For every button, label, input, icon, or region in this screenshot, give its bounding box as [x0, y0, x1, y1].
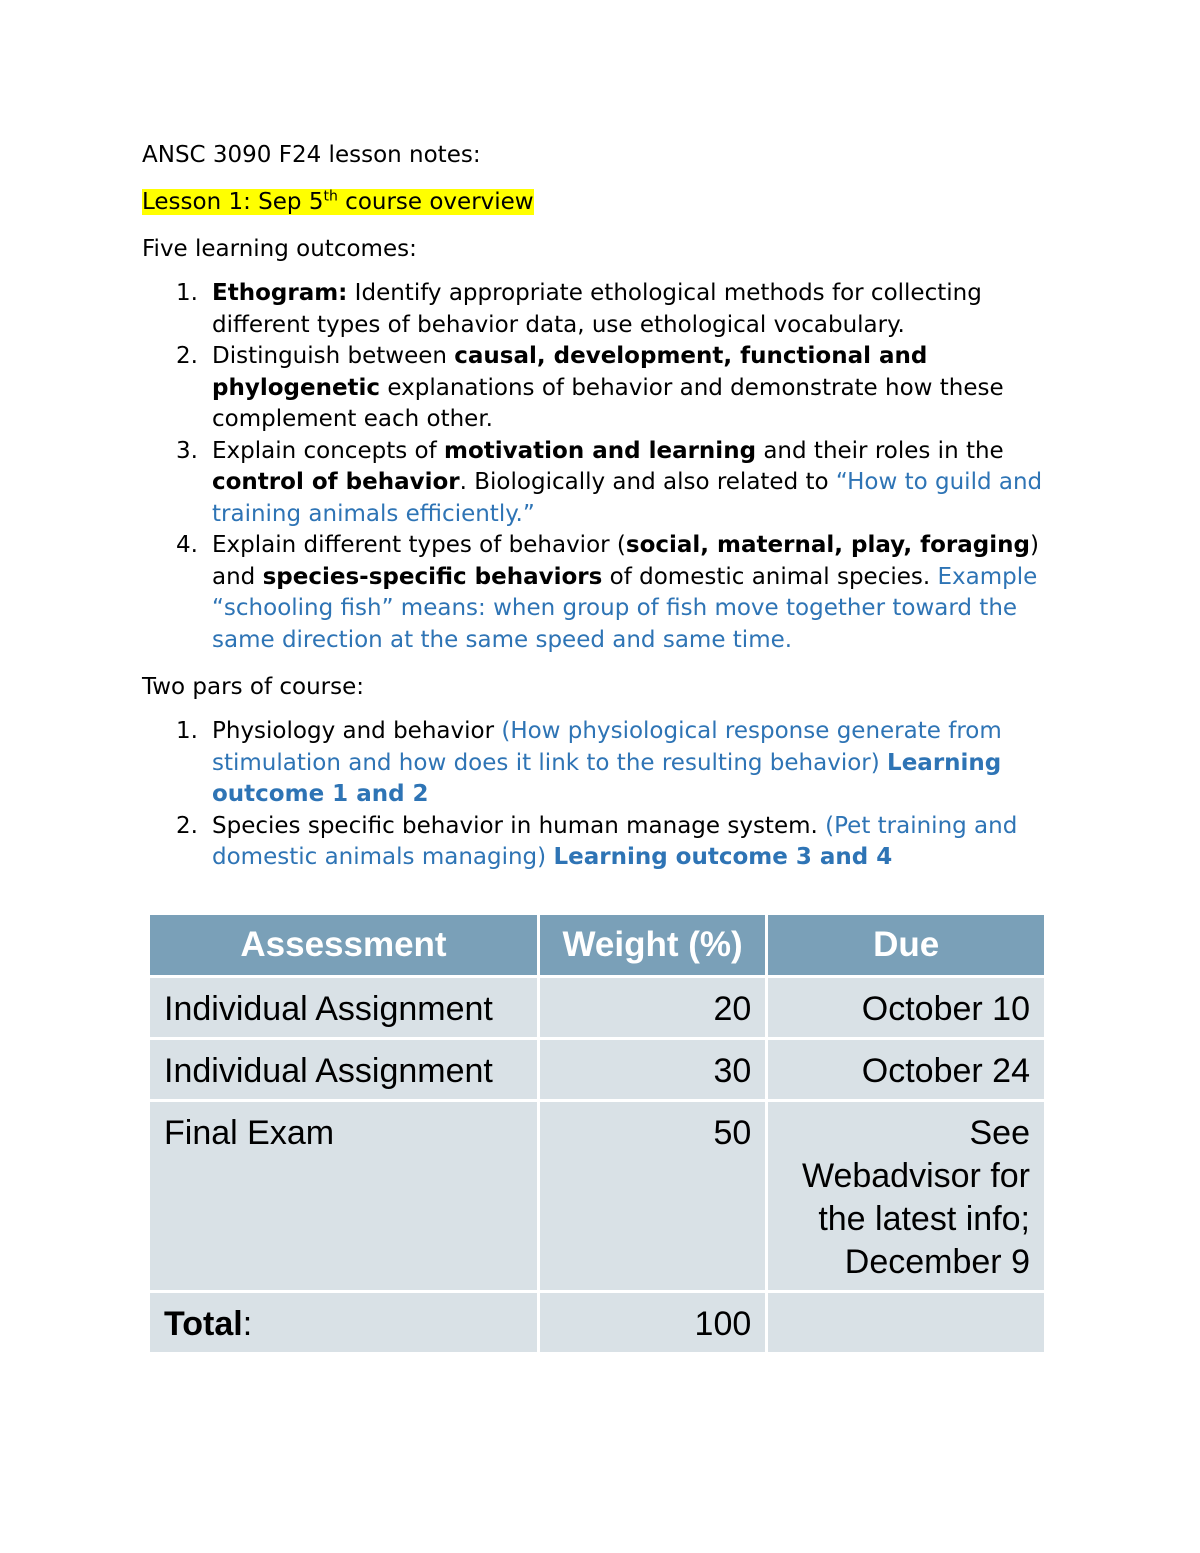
cell-due: October 24: [767, 1039, 1046, 1101]
lesson-topic: course overview: [337, 189, 534, 215]
outcome-text: ) and: [212, 532, 1039, 590]
outcome-bold: causal, development, functional and phylogenetic: [212, 343, 928, 401]
table-total-row: [149, 1292, 1046, 1354]
outcome-text: and their roles in the: [756, 437, 1004, 464]
document-title: ANSC 3090 F24 lesson notes:: [142, 142, 481, 168]
part-item-2: [142, 811, 1062, 874]
part-note: (How physiological response generate from stimulation and how does it link to the resulting behavior): [212, 718, 1002, 776]
table-header-row: [149, 914, 1046, 977]
lesson-heading: [142, 187, 1062, 218]
assessment-table: [147, 912, 1047, 1355]
cell-total-label: [149, 1292, 539, 1354]
list-number: 1.: [176, 718, 198, 744]
cell-weight: 30: [538, 1039, 766, 1101]
outcome-text: Explain concepts of: [212, 437, 444, 464]
outcome-bold: motivation and learning: [444, 437, 757, 464]
cell-assessment: Individual Assignment: [149, 977, 539, 1039]
parts-list: [142, 716, 1062, 874]
cell-total-weight: 100: [538, 1292, 766, 1354]
part-text: Physiology and behavior: [212, 718, 502, 744]
outcome-item-4: [142, 530, 1062, 656]
outcome-note: “How to guild and training animals efficiently.”: [212, 469, 1043, 527]
list-number: 2.: [176, 343, 198, 369]
lesson-date-suffix: th: [323, 188, 338, 205]
outcome-bold: species-specific behaviors: [262, 563, 603, 590]
part-text: Species specific behavior in human manage system.: [212, 812, 826, 839]
list-number: 2.: [176, 812, 198, 839]
outcome-text: Explain different types of behavior (: [212, 532, 626, 558]
outcome-text: of domestic animal species.: [602, 563, 938, 590]
outcome-bold: Ethogram:: [212, 280, 348, 306]
outcome-text: Identify appropriate ethological methods for collecting different types of behavior data, use ethological vocabulary.: [212, 280, 982, 338]
lesson-highlight: [142, 189, 534, 215]
table-row: [149, 977, 1046, 1039]
header-due: Due: [767, 914, 1046, 977]
outcomes-label: Five learning outcomes:: [142, 236, 417, 262]
outcome-text: . Biologically and also related to: [459, 469, 836, 495]
part-note: (Pet training and domestic animals managing): [212, 812, 1018, 870]
list-number: 3.: [176, 437, 198, 464]
cell-assessment: Individual Assignment: [149, 1039, 539, 1101]
outcome-bold: social, maternal, play, foraging: [625, 532, 1030, 558]
header-assessment: Assessment: [149, 914, 539, 977]
cell-total-due: [767, 1292, 1046, 1354]
parts-label: Two pars of course:: [142, 674, 364, 700]
header-weight: Weight (%): [538, 914, 766, 977]
cell-due: October 10: [767, 977, 1046, 1039]
outcome-item-2: [142, 341, 1062, 436]
cell-weight: 20: [538, 977, 766, 1039]
total-colon: :: [242, 1305, 253, 1343]
cell-due: See Webadvisor for the latest info; December 9: [767, 1101, 1046, 1292]
cell-assessment: Final Exam: [149, 1101, 539, 1292]
outcome-text: explanations of behavior and demonstrate how these complement each other.: [212, 374, 1004, 432]
outcome-text: Distinguish between: [212, 343, 455, 369]
outcome-bold: control of behavior: [212, 469, 460, 495]
part-outcome-ref: Learning outcome 1 and 2: [212, 749, 1002, 807]
cell-weight: 50: [538, 1101, 766, 1292]
outcome-note: Example “schooling fish” means: when group of fish move together toward the same direction at the same speed and same time.: [212, 563, 1038, 653]
table-row: [149, 1039, 1046, 1101]
table-row: [149, 1101, 1046, 1292]
lesson-date: Lesson 1: Sep 5: [142, 189, 324, 215]
outcomes-list: [142, 278, 1062, 656]
list-number: 4.: [176, 532, 198, 558]
part-item-1: [142, 716, 1062, 811]
outcome-item-1: [142, 278, 1062, 341]
part-outcome-ref: Learning outcome 3 and 4: [553, 844, 893, 870]
document-body: [142, 140, 1062, 890]
total-label: Total: [164, 1305, 243, 1343]
list-number: 1.: [176, 280, 198, 306]
outcome-item-3: [142, 436, 1062, 531]
